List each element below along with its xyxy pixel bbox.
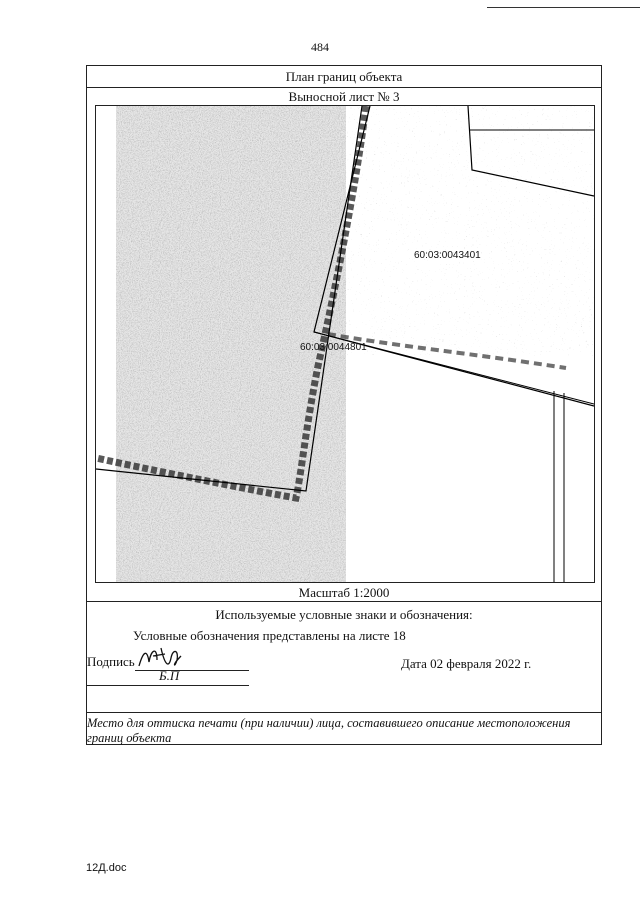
signature-date: Дата 02 февраля 2022 г. — [401, 656, 532, 671]
signature-label: Подпись — [87, 654, 135, 669]
sheet-title: Выносной лист № 3 — [288, 89, 400, 104]
stamp-note: Место для оттиска печати (при наличии) лица, составившего описание местоположения границ объекта — [87, 716, 571, 745]
top-edge-line — [487, 7, 640, 8]
signer-initials: Б.П — [159, 668, 180, 683]
page-number: 484 — [311, 40, 329, 54]
legend-title: Используемые условные знаки и обозначения: — [215, 607, 473, 622]
aerial-map — [95, 105, 595, 583]
map-svg — [96, 106, 594, 582]
signature-line — [135, 670, 249, 671]
parcel-label-2: 60:03:0044801 — [300, 342, 367, 353]
legend-note: Условные обозначения представлены на листе 18 — [133, 628, 406, 643]
stamp-divider — [87, 712, 601, 713]
parcel-label-1: 60:03:0043401 — [414, 250, 481, 261]
file-name: 12Д.doc — [86, 862, 127, 874]
plan-title: План границ объекта — [87, 66, 601, 88]
plan-frame — [86, 65, 602, 745]
name-line — [87, 685, 249, 686]
map-scale: Масштаб 1:2000 — [87, 584, 601, 602]
